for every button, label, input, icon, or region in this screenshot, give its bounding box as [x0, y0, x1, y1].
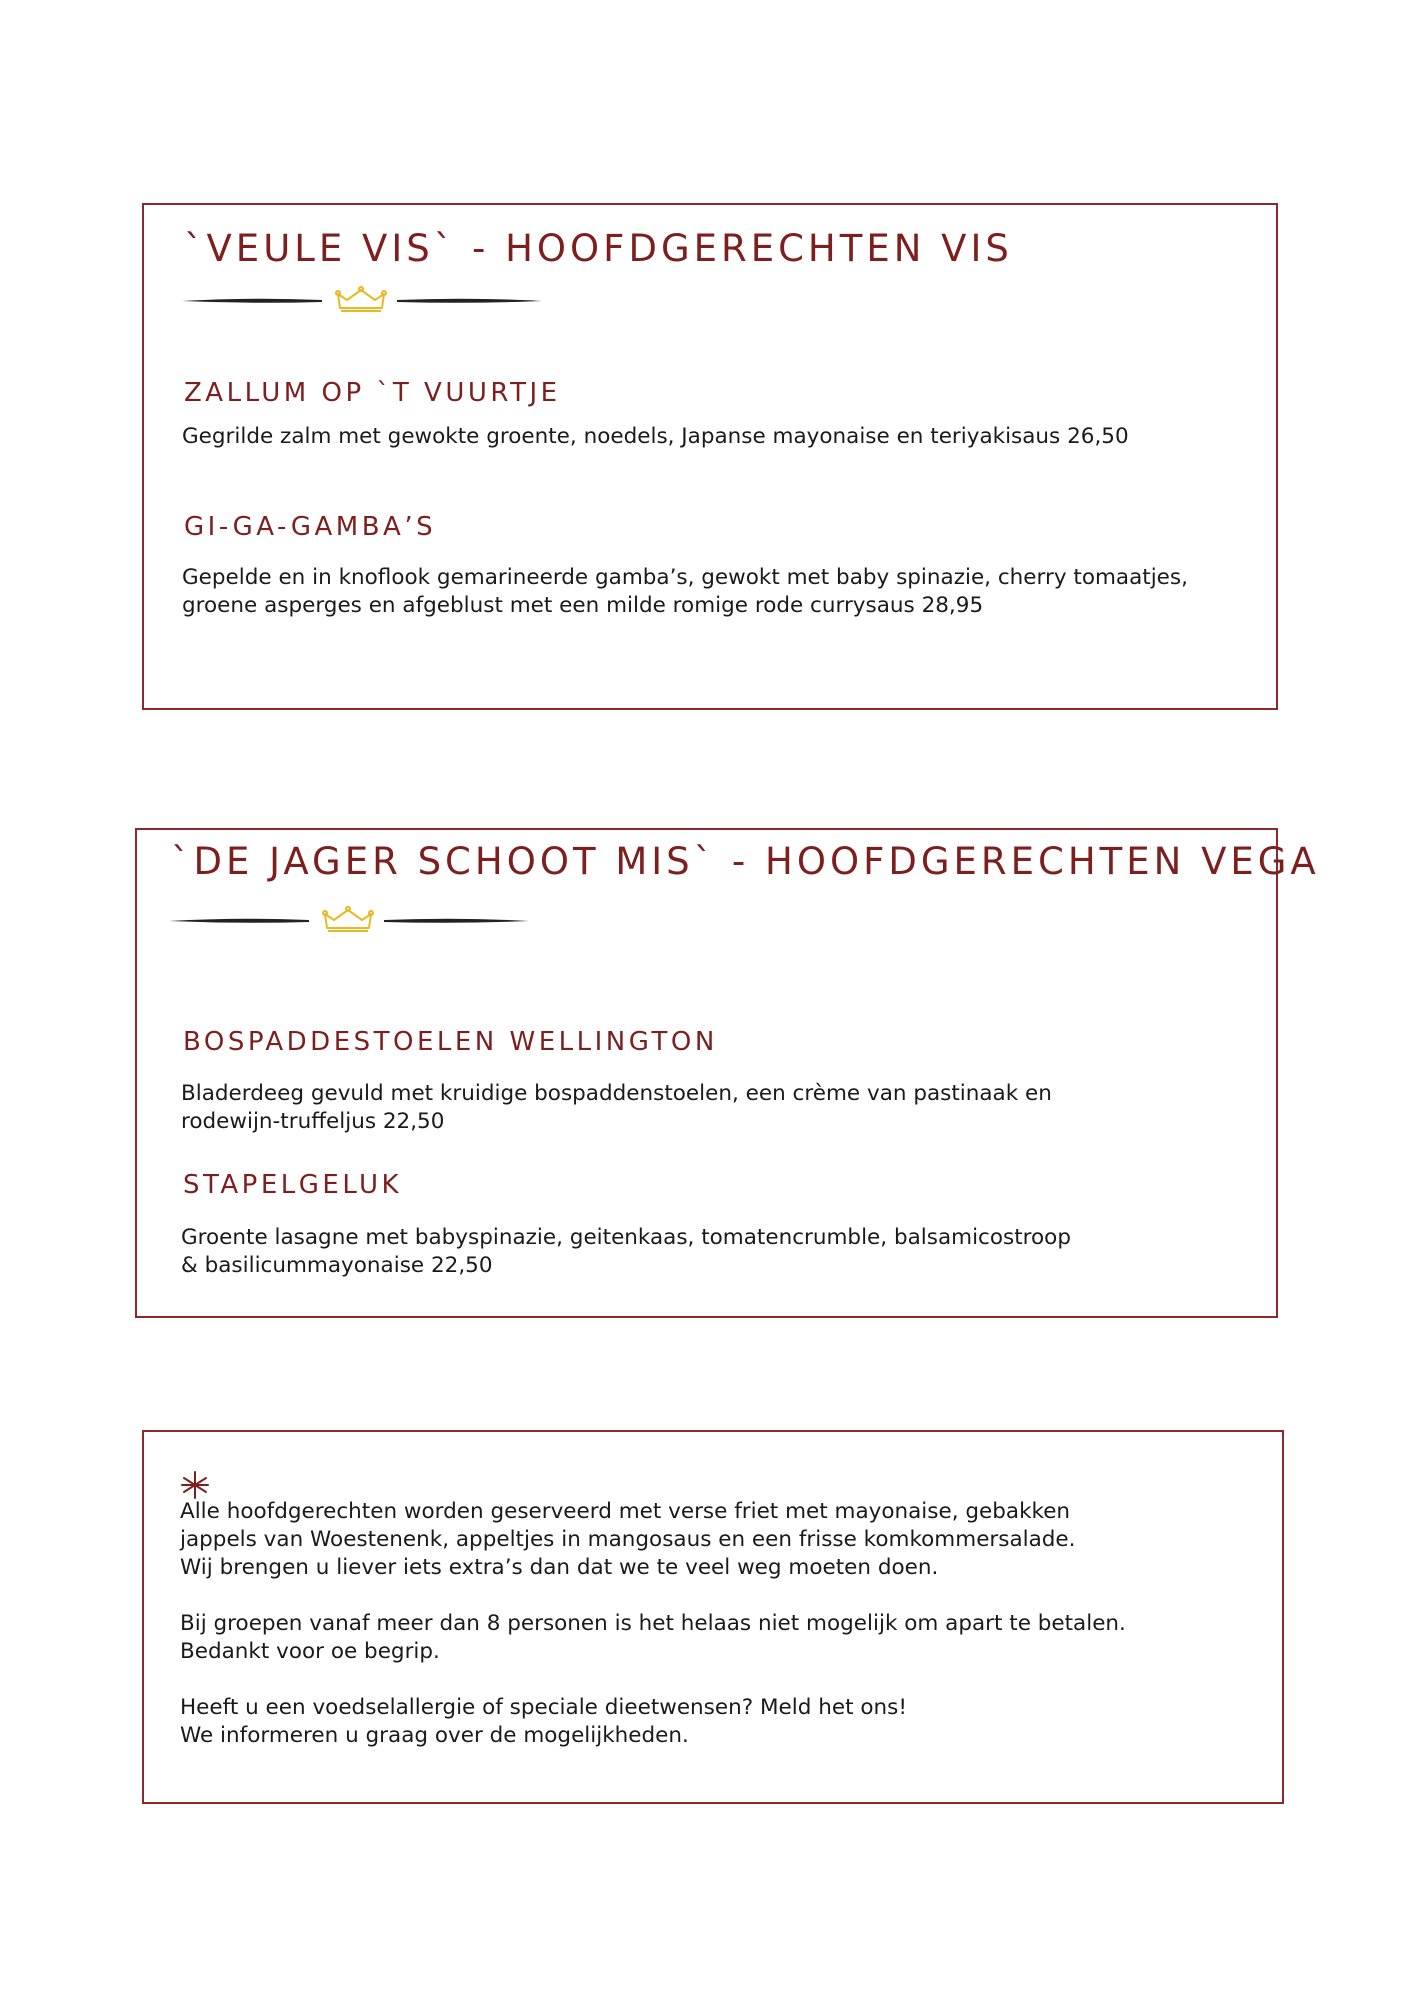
section-vega	[135, 828, 1320, 1318]
section-title-fish: `VEULE VIS` - HOOFDGERECHTEN VIS	[184, 227, 1013, 270]
asterisk-icon	[180, 1470, 210, 1500]
crown-icon	[323, 907, 373, 931]
dish-description: Gepelde en in knoflook gemarineerde gamba’s, gewokt met baby spinazie, cherry tomaatjes, groene asperges en afgeblust met een milde romige rode currysaus 28,95	[182, 565, 1188, 618]
crown-divider	[182, 285, 542, 315]
dish-description: Groente lasagne met babyspinazie, geitenkaas, tomatencrumble, balsamicostroop & basilicummayonaise 22,50	[181, 1225, 1071, 1278]
dish-name: GI-GA-GAMBA’S	[184, 512, 437, 542]
notes-box	[142, 1430, 1284, 1804]
crown-icon	[336, 287, 386, 311]
notes-paragraph: Alle hoofdgerechten worden geserveerd met verse friet met mayonaise, gebakken jappels van Woestenenk, appeltjes in mangosaus en een frisse komkommersalade. Wij brengen u liever iets extra’s dan dat we te veel weg moeten doen.	[180, 1499, 1076, 1580]
crown-divider	[169, 905, 529, 935]
dish-name: BOSPADDESTOELEN WELLINGTON	[183, 1027, 718, 1057]
notes-paragraph: Heeft u een voedselallergie of speciale dieetwensen? Meld het ons! We informeren u graag over de mogelijkheden.	[180, 1695, 907, 1748]
dish-name: ZALLUM OP `T VUURTJE	[184, 378, 561, 408]
dish-description: Gegrilde zalm met gewokte groente, noedels, Japanse mayonaise en teriyakisaus 26,50	[182, 424, 1129, 449]
dish-name: STAPELGELUK	[183, 1170, 403, 1200]
notes-paragraph: Bij groepen vanaf meer dan 8 personen is het helaas niet mogelijk om apart te betalen. Bedankt voor oe begrip.	[180, 1611, 1126, 1664]
section-title-vega: `DE JAGER SCHOOT MIS` - HOOFDGERECHTEN VEGA	[171, 840, 1320, 883]
section-fish	[142, 203, 1278, 710]
dish-description: Bladerdeeg gevuld met kruidige bospaddenstoelen, een crème van pastinaak en rodewijn-truffeljus 22,50	[181, 1081, 1052, 1134]
